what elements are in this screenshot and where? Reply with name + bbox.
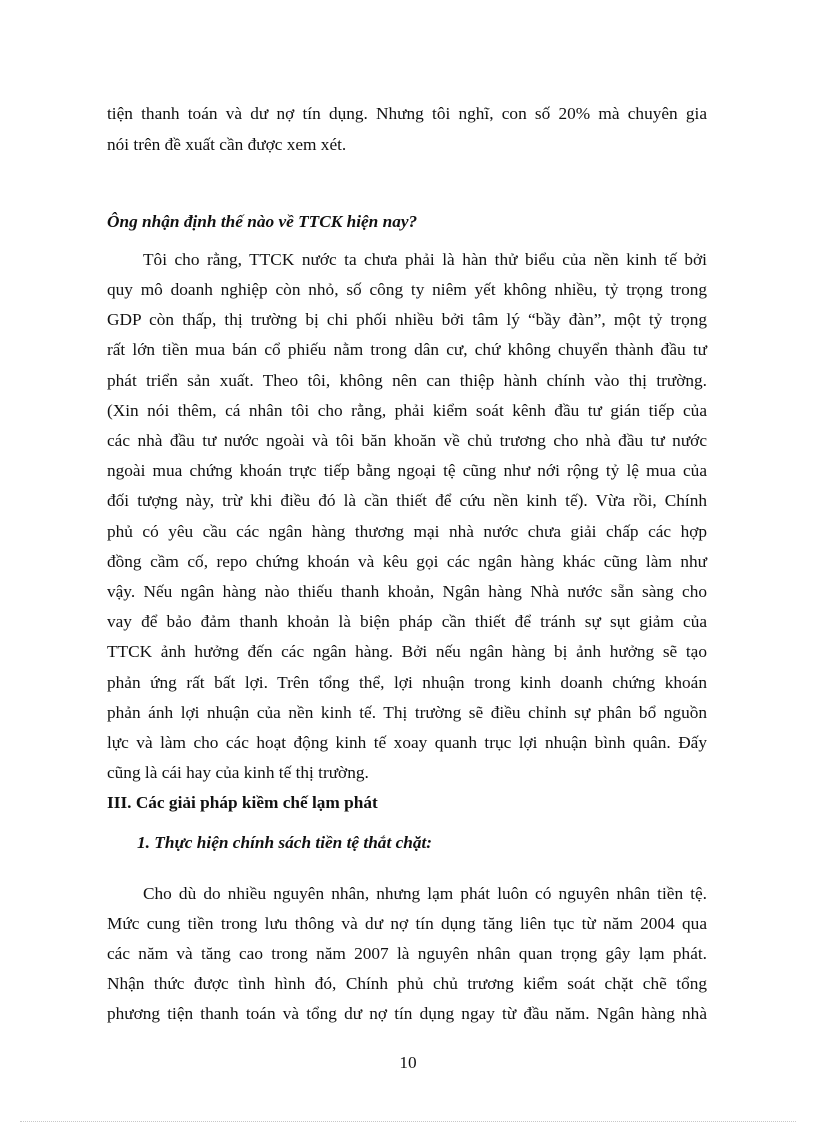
- page-bottom-divider: [20, 1121, 796, 1122]
- answer-line: cũng là cái hay của kinh tế thị trường.: [107, 763, 369, 782]
- answer-line: quy mô doanh nghiệp còn nhỏ, số công ty niêm yết không nhiều, tỷ trọng trong: [107, 280, 707, 299]
- answer-line: vậy. Nếu ngân hàng nào thiếu thanh khoản, Ngân hàng Nhà nước sẵn sàng cho: [107, 582, 707, 601]
- subsection-heading: 1. Thực hiện chính sách tiền tệ thắt chặt:: [137, 833, 433, 852]
- answer-line: rất lớn tiền mua bán cổ phiếu nằm trong dân cư, chứ không chuyển thành đầu tư: [107, 340, 707, 359]
- answer-line: GDP còn thấp, thị trường bị chi phối nhiều bởi tâm lý “bầy đàn”, một tỷ trọng: [107, 310, 707, 329]
- intro-line: tiện thanh toán và dư nợ tín dụng. Nhưng tôi nghĩ, con số 20% mà chuyên gia: [107, 104, 707, 123]
- question-heading: Ông nhận định thế nào về TTCK hiện nay?: [107, 212, 418, 231]
- answer-line: vay để bảo đảm thanh khoản là biện pháp cần thiết để tránh sự sụt giảm của: [107, 612, 707, 631]
- answer-line: lực và làm cho các hoạt động kinh tế xoay quanh trục lợi nhuận bình quân. Đấy: [107, 733, 707, 752]
- answer-line: (Xin nói thêm, cá nhân tôi cho rằng, phải kiểm soát kênh đầu tư gián tiếp của: [107, 401, 707, 420]
- section-heading: III. Các giải pháp kiềm chế lạm phát: [107, 793, 378, 812]
- answer-line: các nhà đầu tư nước ngoài và tôi băn khoăn về chủ trương cho nhà đầu tư nước: [107, 431, 707, 450]
- answer-line: Tôi cho rằng, TTCK nước ta chưa phải là hàn thử biểu của nền kinh tế bởi: [143, 250, 707, 269]
- answer-line: TTCK ảnh hưởng đến các ngân hàng. Bởi nếu ngân hàng bị ảnh hưởng sẽ tạo: [107, 642, 707, 661]
- answer-line: ngoài mua chứng khoán trực tiếp bằng ngoại tệ cũng như nới rộng tỷ lệ mua của: [107, 461, 707, 480]
- closing-line: Nhận thức được tình hình đó, Chính phủ chủ trương kiểm soát chặt chẽ tổng: [107, 974, 707, 993]
- answer-line: phản ứng rất bất lợi. Trên tổng thể, lợi nhuận trong kinh doanh chứng khoán: [107, 673, 707, 692]
- closing-line: Cho dù do nhiều nguyên nhân, nhưng lạm phát luôn có nguyên nhân tiền tệ.: [143, 884, 707, 903]
- closing-line: phương tiện thanh toán và tổng dư nợ tín dụng ngay từ đầu năm. Ngân hàng nhà: [107, 1004, 707, 1023]
- closing-line: các năm và tăng cao trong năm 2007 là nguyên nhân quan trọng gây lạm phát.: [107, 944, 707, 963]
- answer-line: phát triển sản xuất. Theo tôi, không nên can thiệp hành chính vào thị trường.: [107, 371, 707, 390]
- page-number: 10: [399, 1053, 417, 1072]
- intro-line: nói trên đề xuất cần được xem xét.: [107, 135, 347, 154]
- closing-line: Mức cung tiền trong lưu thông và dư nợ tín dụng tăng liên tục từ năm 2004 qua: [107, 914, 707, 933]
- answer-line: đồng cầm cố, repo chứng khoán và kêu gọi các ngân hàng khác cũng làm như: [107, 552, 707, 571]
- answer-line: phủ có yêu cầu các ngân hàng thương mại nhà nước chưa giải chấp các hợp: [107, 522, 707, 541]
- answer-line: đối tượng này, trừ khi điều đó là cần thiết để cứu nền kinh tế). Vừa rồi, Chính: [107, 491, 707, 510]
- answer-line: phản ánh lợi nhuận của nền kinh tế. Thị trường sẽ điều chỉnh sự phân bổ nguồn: [107, 703, 707, 722]
